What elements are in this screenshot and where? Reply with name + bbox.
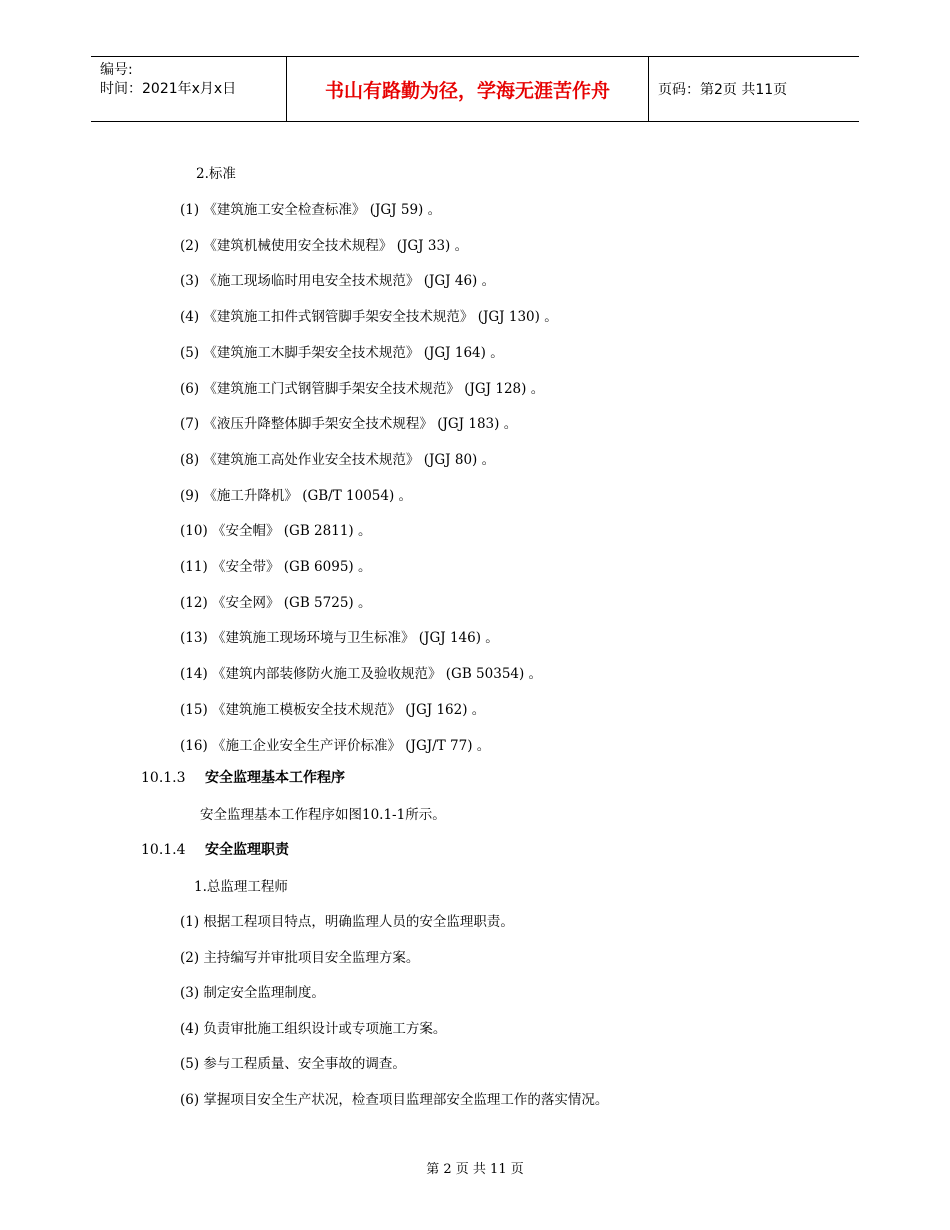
time-label: 时间：2021年x月x日 (100, 81, 237, 97)
code-label: 编号: (100, 62, 133, 78)
list-item: (13) 《建筑施工现场环境与卫生标准》 (JGJ 146) 。 (180, 630, 499, 647)
list-item: (2) 《建筑机械使用安全技术规程》 (JGJ 33) 。 (180, 237, 469, 254)
section-number: 10.1.3 (141, 770, 186, 786)
standards-title: 2.标准 (196, 166, 236, 182)
list-item: (9) 《施工升降机》 (GB/T 10054) 。 (180, 487, 413, 504)
list-item: (11) 《安全带》 (GB 6095) 。 (180, 559, 372, 575)
page-footer: 第 2 页 共 11 页 (426, 1162, 524, 1177)
motto: 书山有路勤为径，学海无涯苦作舟 (287, 57, 649, 121)
list-item: (6) 《建筑施工门式钢管脚手架安全技术规范》 (JGJ 128) 。 (180, 380, 545, 397)
page-info: 页码：第2页 共11页 (658, 82, 788, 98)
list-item: (7) 《液压升降整体脚手架安全技术规程》 (JGJ 183) 。 (180, 416, 518, 433)
section-paragraph: 安全监理基本工作程序如图10.1-1所示。 (200, 807, 446, 823)
list-item: (10) 《安全帽》 (GB 2811) 。 (180, 523, 372, 540)
list-item: (5) 《建筑施工木脚手架安全技术规范》 (JGJ 164) 。 (180, 344, 504, 361)
list-item: (14) 《建筑内部装修防火施工及验收规范》 (GB 50354) 。 (180, 666, 543, 683)
list-item: (4) 负责审批施工组织设计或专项施工方案。 (180, 1020, 447, 1037)
duties-title: 1.总监理工程师 (194, 879, 288, 895)
list-item: (15) 《建筑施工模板安全技术规范》 (JGJ 162) 。 (180, 701, 486, 718)
section-heading-10-1-4 (141, 839, 289, 859)
page-header (91, 56, 859, 122)
header-left-cell (91, 57, 287, 121)
section-heading-10-1-3 (141, 767, 345, 787)
list-item: (2) 主持编写并审批项目安全监理方案。 (180, 949, 420, 966)
list-item: (6) 掌握项目安全生产状况，检查项目监理部安全监理工作的落实情况。 (180, 1092, 609, 1108)
section-number: 10.1.4 (141, 842, 186, 858)
section-title: 安全监理基本工作程序 (205, 770, 345, 786)
list-item: (1) 《建筑施工安全检查标准》 (JGJ 59) 。 (180, 202, 442, 218)
list-item: (1) 根据工程项目特点，明确监理人员的安全监理职责。 (180, 914, 514, 930)
section-title: 安全监理职责 (205, 842, 289, 858)
list-item: (4) 《建筑施工扣件式钢管脚手架安全技术规范》 (JGJ 130) 。 (180, 309, 558, 326)
list-item: (5) 参与工程质量、安全事故的调查。 (180, 1056, 406, 1073)
list-item: (3) 《施工现场临时用电安全技术规范》 (JGJ 46) 。 (180, 273, 496, 290)
list-item: (12) 《安全网》 (GB 5725) 。 (180, 594, 372, 611)
list-item: (8) 《建筑施工高处作业安全技术规范》 (JGJ 80) 。 (180, 451, 496, 468)
list-item: (3) 制定安全监理制度。 (180, 985, 325, 1002)
list-item: (16) 《施工企业安全生产评价标准》 (JGJ/T 77) 。 (180, 737, 491, 754)
